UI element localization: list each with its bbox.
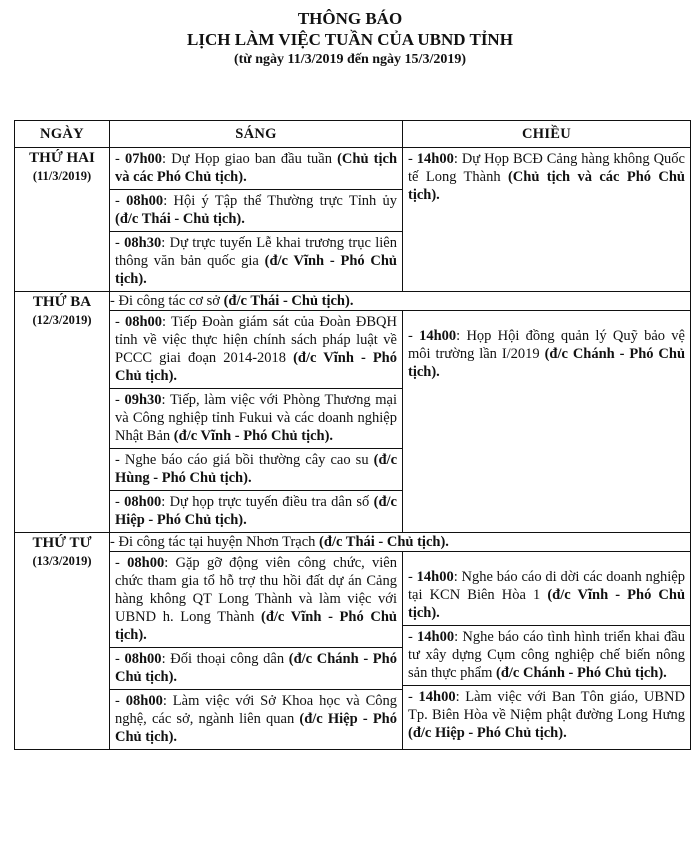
list-item: - 14h00: Dự Họp BCĐ Cảng hàng không Quốc tế Long Thành (Chủ tịch và các Phó Chủ tịch).	[408, 151, 685, 203]
schedule-title: LỊCH LÀM VIỆC TUẦN CỦA UBND TỈNH	[187, 30, 513, 49]
list-item: - 08h00: Hội ý Tập thể Thường trực Tỉnh ủy (đ/c Thái - Chủ tịch).	[110, 190, 402, 232]
col-header-day: NGÀY	[15, 121, 110, 148]
list-item: - 08h00: Gặp gỡ động viên công chức, viên chức tham gia tổ hỗ trợ thu hồi đất dự án Cảng hàng không QT Long Thành và làm việc với UBND h. Long Thành (đ/c Vĩnh - Phó Chủ tịch).	[110, 552, 402, 648]
notice-title: THÔNG BÁO	[297, 9, 403, 28]
list-item: - 14h00: Làm việc với Ban Tôn giáo, UBND Tp. Biên Hòa về Niệm phật đường Long Hưng (đ/c Hiệp - Phó Chủ tịch).	[408, 689, 685, 741]
day-row-wednesday-sessions	[15, 552, 691, 750]
list-item: - 14h00: Họp Hội đồng quản lý Quỹ bảo vệ môi trường lần I/2019 (đ/c Chánh - Phó Chủ tịch).	[408, 328, 686, 380]
document-header	[0, 0, 700, 69]
day-date: (13/3/2019)	[32, 554, 92, 568]
list-item: - 09h30: Tiếp, làm việc với Phòng Thương mại và Công nghiệp tỉnh Fukui và các doanh nghiệp Nhật Bản (đ/c Vĩnh - Phó Chủ tịch).	[110, 389, 402, 449]
day-name: THỨ HAI	[29, 150, 95, 166]
list-item: - 08h00: Làm việc với Sở Khoa học và Công nghệ, các sở, ngành liên quan (đ/c Hiệp - Phó Chủ tịch).	[115, 693, 397, 745]
list-item: - 07h00: Dự Họp giao ban đầu tuần (Chủ tịch và các Phó Chủ tịch).	[110, 148, 402, 190]
list-item: - 08h00: Đối thoại công dân (đ/c Chánh - Phó Chủ tịch).	[110, 648, 402, 690]
afternoon-cell	[403, 148, 691, 292]
day-row-wednesday	[15, 533, 691, 552]
col-header-afternoon: CHIỀU	[403, 121, 691, 148]
day-cell	[15, 292, 110, 533]
day-row-tuesday-sessions	[15, 311, 691, 533]
day-date: (11/3/2019)	[32, 169, 92, 183]
day-row-tuesday	[15, 292, 691, 311]
list-item: - 08h00: Tiếp Đoàn giám sát của Đoàn ĐBQH tỉnh về việc thực hiện chính sách pháp luật về PCCC giai đoạn 2014-2018 (đ/c Vĩnh - Phó Chủ tịch).	[110, 311, 402, 389]
afternoon-list	[403, 325, 690, 384]
list-item: - 14h00: Nghe báo cáo di dời các doanh nghiệp tại KCN Biên Hòa 1 (đ/c Vĩnh - Phó Chủ tịch).	[403, 566, 690, 626]
afternoon-cell	[403, 552, 691, 750]
day-row-monday	[15, 148, 691, 292]
day-name: THỨ TƯ	[32, 535, 92, 551]
full-day-item: - Đi công tác tại huyện Nhơn Trạch (đ/c Thái - Chủ tịch).	[110, 533, 691, 552]
day-cell	[15, 533, 110, 750]
afternoon-list	[403, 148, 690, 207]
day-name: THỨ BA	[32, 294, 92, 310]
date-range: (từ ngày 11/3/2019 đến ngày 15/3/2019)	[233, 52, 467, 67]
morning-list	[110, 148, 402, 291]
day-date: (12/3/2019)	[32, 313, 92, 327]
morning-list	[110, 552, 402, 749]
morning-cell	[110, 552, 403, 750]
morning-cell	[110, 148, 403, 292]
header-row	[15, 121, 691, 148]
schedule-table	[14, 120, 691, 750]
list-item: - 08h30: Dự trực tuyến Lễ khai trương trục liên thông văn bản quốc gia (đ/c Vĩnh - Phó Chủ tịch).	[115, 235, 397, 287]
morning-list	[110, 311, 402, 532]
full-day-item: - Đi công tác cơ sở (đ/c Thái - Chủ tịch).	[110, 292, 691, 311]
list-item: - Nghe báo cáo giá bồi thường cây cao su (đ/c Hùng - Phó Chủ tịch).	[110, 449, 402, 491]
afternoon-list	[403, 566, 690, 745]
col-header-morning: SÁNG	[110, 121, 403, 148]
morning-cell	[110, 311, 403, 533]
list-item: - 14h00: Nghe báo cáo tình hình triển khai đầu tư xây dựng Cụm công nghiệp chế biến nông sản thực phẩm (đ/c Chánh - Phó Chủ tịch).	[403, 626, 690, 686]
list-item: - 08h00: Dự họp trực tuyến điều tra dân số (đ/c Hiệp - Phó Chủ tịch).	[115, 494, 397, 528]
afternoon-cell	[403, 311, 691, 533]
day-cell	[15, 148, 110, 292]
